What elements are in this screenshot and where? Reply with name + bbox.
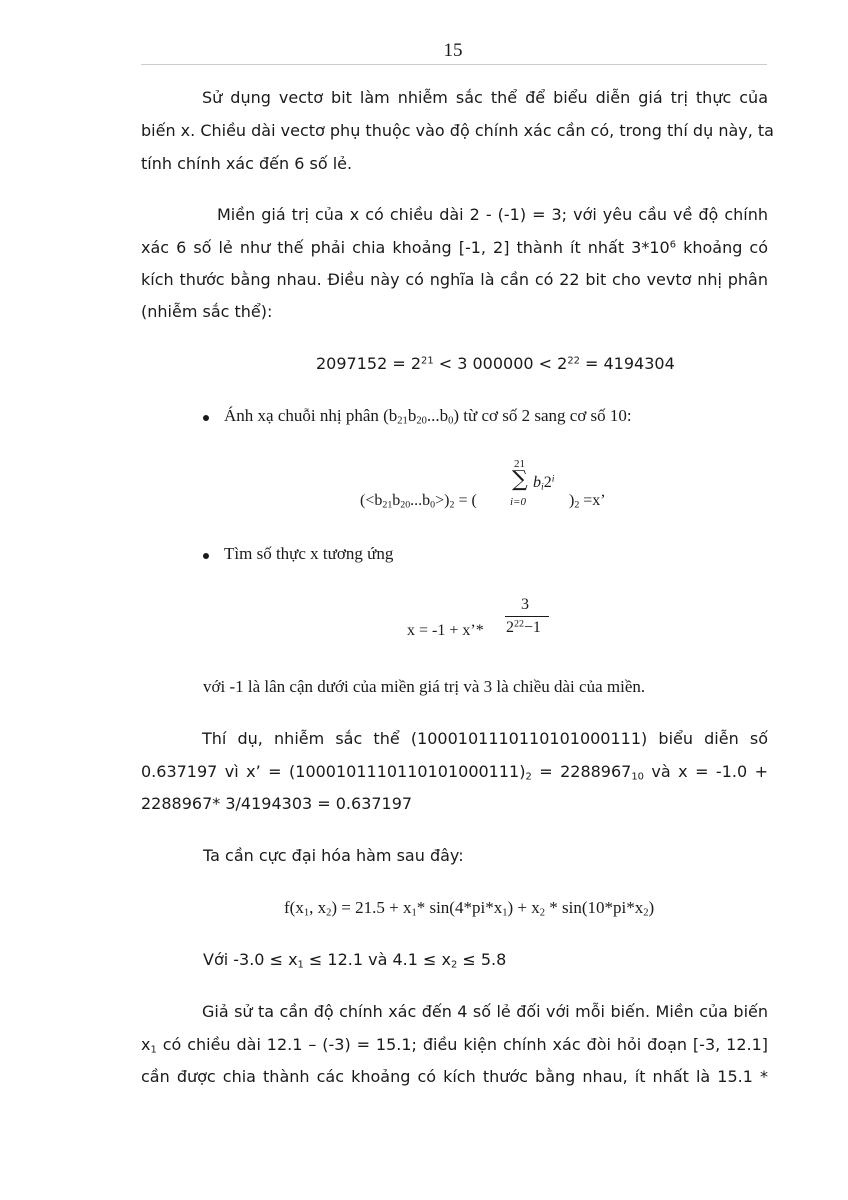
denominator-tail: −1 xyxy=(523,619,541,636)
eq2-lhs-e: = ( xyxy=(454,492,477,509)
eq1-part-c: = 4194304 xyxy=(579,354,675,373)
sum-term-base: 2 xyxy=(543,474,552,491)
p4-l2-b: = 2288967 xyxy=(531,762,632,781)
p6-sub-1: 1 xyxy=(297,959,304,971)
equation-binary-rhs xyxy=(569,492,606,510)
paragraph-5: Ta cần cực đại hóa hàm sau đây: xyxy=(203,846,464,865)
equation-binary-lhs xyxy=(360,492,477,510)
eq1-part-b: < 3 000000 < 2 xyxy=(433,354,568,373)
denominator-base: 2 xyxy=(506,619,514,636)
paragraph-2-line-1: Miền giá trị của x có chiều dài 2 - (-1) = 3; với yêu cầu về độ chính xyxy=(217,205,768,224)
eq4-sub-2: 2 xyxy=(326,907,332,919)
fraction-denominator xyxy=(506,619,541,637)
paragraph-6-constraints xyxy=(203,950,506,969)
eq4-g: ) xyxy=(648,898,655,917)
paragraph-7-line-2 xyxy=(141,1035,768,1054)
eq4-sub-6: 2 xyxy=(643,907,649,919)
bullet1-sub-3: 0 xyxy=(448,415,454,427)
eq2-rhs-b: =x’ xyxy=(579,492,606,509)
header-rule xyxy=(141,64,767,65)
paragraph-2-line-2-text: xác 6 số lẻ như thế phải chia khoảng [-1, 2] thành ít nhất 3*10 xyxy=(141,238,670,257)
sum-term-exp: i xyxy=(551,473,555,485)
bullet-dot-2 xyxy=(203,553,209,559)
eq2-rhs-sub: 2 xyxy=(574,499,580,511)
p6-b: ≤ 12.1 và 4.1 ≤ x xyxy=(303,950,451,969)
paragraph-2-line-2 xyxy=(141,238,768,257)
eq2-lhs-c: ...b xyxy=(410,492,431,509)
eq4-d: * sin(4*pi*x xyxy=(416,898,503,917)
bullet-2-text: Tìm số thực x tương ứng xyxy=(224,544,394,563)
p4-l2-sub-1: 2 xyxy=(525,771,532,783)
paragraph-2-line-2-tail: khoảng có xyxy=(676,238,768,257)
paragraph-4-line-1: Thí dụ, nhiễm sắc thể (1000101110110101000111) biểu diễn số xyxy=(202,729,768,748)
page-number: 15 xyxy=(443,40,463,61)
paragraph-4-line-3: 2288967* 3/4194303 = 0.637197 xyxy=(141,794,413,813)
eq1-exp-2: 22 xyxy=(567,355,580,367)
eq4-f: * sin(10*pi*x xyxy=(544,898,644,917)
eq4-a: f(x xyxy=(284,898,304,917)
paragraph-7-line-1: Giả sử ta cần độ chính xác đến 4 số lẻ đối với mỗi biến. Miền của biến xyxy=(202,1002,768,1021)
eq2-lhs-sub-1: 21 xyxy=(382,499,393,511)
p7-l2-a: x xyxy=(141,1035,151,1054)
eq2-lhs-a: (<b xyxy=(360,492,383,509)
sum-upper-limit: 21 xyxy=(514,458,525,470)
eq2-lhs-sub-4: 2 xyxy=(449,499,455,511)
paragraph-2-exponent: 6 xyxy=(669,239,677,251)
eq2-lhs-sub-2: 20 xyxy=(400,499,411,511)
paragraph-2-line-3: kích thước bằng nhau. Điều này có nghĩa là cần có 22 bit cho vevtơ nhị phân xyxy=(141,270,768,289)
sum-term-b: b xyxy=(533,474,541,491)
bullet1-sub-2: 20 xyxy=(416,415,427,427)
eq4-sub-1: 1 xyxy=(303,907,310,919)
eq4-sub-4: 1 xyxy=(502,907,508,919)
p7-l2-sub: 1 xyxy=(150,1044,157,1056)
fraction-bar xyxy=(505,616,549,617)
eq4-b: , x xyxy=(309,898,327,917)
fraction-numerator: 3 xyxy=(521,596,529,613)
bullet1-part-c: ...b xyxy=(426,406,449,425)
paragraph-3: với -1 là lân cận dưới của miền giá trị và 3 là chiều dài của miền. xyxy=(203,677,646,696)
p6-c: ≤ 5.8 xyxy=(457,950,507,969)
eq4-e: ) + x xyxy=(507,898,540,917)
paragraph-1-line-1: Sử dụng vectơ bit làm nhiễm sắc thể để biểu diễn giá trị thực của xyxy=(202,88,768,107)
bullet1-part-d: ) từ cơ số 2 sang cơ số 10: xyxy=(453,406,632,425)
bullet1-part-a: Ánh xạ chuỗi nhị phân (b xyxy=(224,406,398,425)
eq2-lhs-sub-3: 0 xyxy=(430,499,436,511)
sum-lower-limit: i=0 xyxy=(510,496,526,508)
sum-term-sub: i xyxy=(541,481,544,493)
bullet-1-text xyxy=(224,406,632,426)
eq2-lhs-d: >) xyxy=(435,492,450,509)
paragraph-1-line-3: tính chính xác đến 6 số lẻ. xyxy=(141,154,353,173)
bullet1-part-b: b xyxy=(407,406,417,425)
summation-term xyxy=(533,474,555,492)
p6-a: Với -3.0 ≤ x xyxy=(203,950,298,969)
p6-sub-2: 2 xyxy=(450,959,458,971)
paragraph-4-line-2 xyxy=(141,762,768,781)
paragraph-7-line-3: cần được chia thành các khoảng có kích thước bằng nhau, ít nhất là 15.1 * xyxy=(141,1067,768,1086)
p4-l2-sub-2: 10 xyxy=(631,771,644,783)
denominator-exp: 22 xyxy=(514,618,524,630)
eq2-lhs-b: b xyxy=(392,492,401,509)
eq4-sub-3: 1 xyxy=(411,907,417,919)
bullet-dot-1 xyxy=(203,415,209,421)
bullet1-sub-1: 21 xyxy=(397,415,408,427)
eq4-sub-5: 2 xyxy=(539,907,545,919)
paragraph-1-line-2: biến x. Chiều dài vectơ phụ thuộc vào độ chính xác cần có, trong thí dụ này, ta xyxy=(141,121,774,140)
p4-l2-a: 0.637197 vì x’ = (1000101110110101000111) xyxy=(141,762,526,781)
paragraph-2-line-4: (nhiễm sắc thể): xyxy=(141,302,273,321)
equation-power-bounds xyxy=(316,354,675,373)
eq4-c: ) = 21.5 + x xyxy=(331,898,412,917)
p4-l2-c: và x = -1.0 + xyxy=(643,762,769,781)
eq1-exp-1: 21 xyxy=(421,355,434,367)
eq1-part-a: 2097152 = 2 xyxy=(316,354,422,373)
p7-l2-b: có chiều dài 12.1 – (-3) = 15.1; điều kiện chính xác đòi hỏi đoạn [-3, 12.1] xyxy=(156,1035,768,1054)
equation-objective-function xyxy=(284,898,654,918)
eq2-rhs-a: ) xyxy=(569,492,575,509)
equation-real-x-lhs: x = -1 + x’* xyxy=(407,622,484,639)
summation-symbol: ∑ xyxy=(512,467,528,492)
